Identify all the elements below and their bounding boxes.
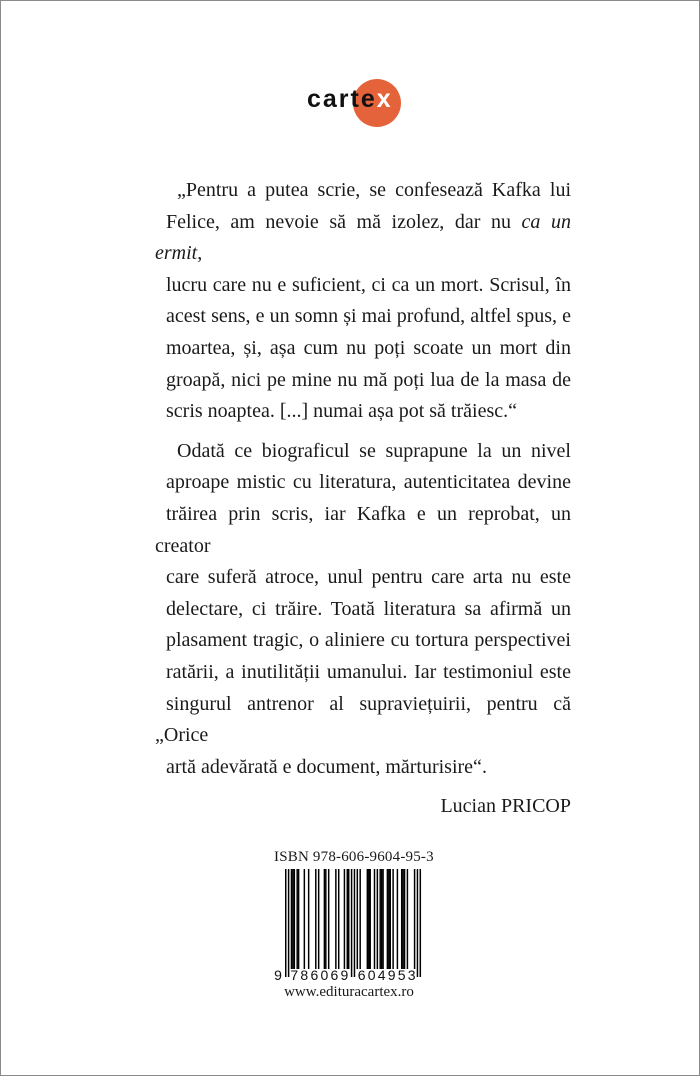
text-line: singurul antrenor al supraviețuirii, pentru că „Orice bbox=[155, 692, 571, 747]
logo-text: carte bbox=[307, 85, 377, 113]
barcode-bar bbox=[402, 869, 403, 969]
barcode-digit: 7 bbox=[290, 967, 299, 981]
cartex-logo bbox=[303, 79, 409, 131]
barcode-digit: 4 bbox=[377, 967, 386, 981]
blurb-paragraph-2 bbox=[155, 436, 571, 784]
text-line: care suferă atroce, unul pentru care arta nu este bbox=[166, 566, 571, 589]
barcode-guard-bar bbox=[417, 869, 418, 977]
barcode-bar bbox=[382, 869, 383, 969]
barcode-bar bbox=[291, 869, 292, 969]
barcode-guard-bar bbox=[420, 869, 421, 977]
text-line: aproape mistic cu literatura, autenticitatea devine bbox=[166, 471, 571, 494]
barcode-bar bbox=[294, 869, 295, 969]
barcode-bar bbox=[296, 869, 297, 969]
barcode-bar bbox=[392, 869, 393, 969]
barcode-bar bbox=[368, 869, 369, 969]
barcode-guard-bar bbox=[288, 869, 289, 977]
barcode-digit: 0 bbox=[367, 967, 376, 981]
logo-text-x: x bbox=[376, 85, 393, 113]
barcode-digit: 9 bbox=[274, 967, 282, 981]
barcode-bar bbox=[292, 869, 293, 969]
text-line: scris noaptea. [...] numai așa pot să trăiesc.“ bbox=[166, 400, 517, 423]
barcode-bar bbox=[381, 869, 382, 969]
barcode-digit: 0 bbox=[320, 967, 329, 981]
barcode-digit: 9 bbox=[387, 967, 396, 981]
barcode-bar bbox=[374, 869, 375, 969]
barcode-bar bbox=[414, 869, 415, 969]
text-line: moartea, și, așa cum nu poți scoate un mort din bbox=[166, 336, 571, 359]
barcode-bar bbox=[335, 869, 336, 969]
barcode-bar bbox=[348, 869, 349, 969]
barcode-guard-bar bbox=[285, 869, 286, 977]
barcode-bar bbox=[388, 869, 389, 969]
barcode-bar bbox=[359, 869, 360, 969]
barcode-digit: 6 bbox=[330, 967, 339, 981]
barcode-digit: 9 bbox=[340, 967, 349, 981]
barcode-guard-bar bbox=[351, 869, 352, 977]
barcode-bar bbox=[387, 869, 388, 969]
italic-phrase: ca un ermit bbox=[155, 210, 571, 265]
text-line: groapă, nici pe mine nu mă poți lua de la masa de bbox=[166, 368, 571, 391]
barcode-bar bbox=[324, 869, 325, 969]
text-line: plasament tragic, o aliniere cu tortura perspectivei bbox=[166, 629, 571, 652]
barcode-bar bbox=[369, 869, 370, 969]
blurb-paragraph-1 bbox=[155, 175, 571, 428]
barcode-bar bbox=[377, 869, 378, 969]
barcode-digit: 5 bbox=[397, 967, 406, 981]
barcode-bar bbox=[379, 869, 380, 969]
barcode-digit: 8 bbox=[300, 967, 309, 981]
text-line: trăirea prin scris, iar Kafka e un reprobat, un creator bbox=[155, 502, 571, 557]
barcode-bar bbox=[325, 869, 326, 969]
barcode-bar bbox=[407, 869, 408, 969]
text-line: artă adevărată e document, mărturisire“. bbox=[166, 755, 487, 778]
barcode-bar bbox=[318, 869, 319, 969]
barcode-bar bbox=[308, 869, 309, 969]
barcode-bar bbox=[315, 869, 316, 969]
barcode-bar bbox=[357, 869, 358, 969]
text-fragment: Felice, am nevoie să mă izolez, dar nu bbox=[166, 210, 522, 233]
author-name: Lucian PRICOP bbox=[440, 795, 571, 818]
text-line: ratării, a inutilității umanului. Iar testimoniul este bbox=[166, 660, 571, 683]
barcode-bar bbox=[401, 869, 402, 969]
barcode-digit: 3 bbox=[407, 967, 416, 981]
barcode-digit: 6 bbox=[357, 967, 366, 981]
barcode-bar bbox=[344, 869, 345, 969]
text-line: „Pentru a putea scrie, se confesează Kafka lui bbox=[177, 179, 571, 201]
barcode-bar bbox=[298, 869, 299, 969]
isbn-label: ISBN 978-606-9604-95-3 bbox=[274, 849, 434, 865]
text-line: delectare, ci trăire. Toată literatura sa afirmă un bbox=[166, 597, 571, 620]
barcode-bar bbox=[367, 869, 368, 969]
barcode-bar bbox=[397, 869, 398, 969]
isbn-barcode bbox=[273, 869, 423, 981]
barcode-bar bbox=[304, 869, 305, 969]
text-line: lucru care nu e suficient, ci ca un mort. Scrisul, în bbox=[166, 273, 571, 296]
barcode-digit: 6 bbox=[310, 967, 319, 981]
barcode-bar bbox=[390, 869, 391, 969]
barcode-bar bbox=[328, 869, 329, 969]
barcode-bar bbox=[338, 869, 339, 969]
text-line bbox=[155, 207, 571, 270]
barcode-guard-bar bbox=[354, 869, 355, 977]
blurb-text bbox=[155, 175, 571, 823]
barcode-bar bbox=[404, 869, 405, 969]
publisher-website: www.edituracartex.ro bbox=[284, 984, 414, 1000]
barcode-bar bbox=[347, 869, 348, 969]
text-line: acest sens, e un somn și mai profund, altfel spus, e bbox=[166, 305, 571, 328]
text-line: Odată ce biograficul se suprapune la un nivel bbox=[177, 439, 571, 462]
text-fragment: , bbox=[197, 242, 203, 265]
